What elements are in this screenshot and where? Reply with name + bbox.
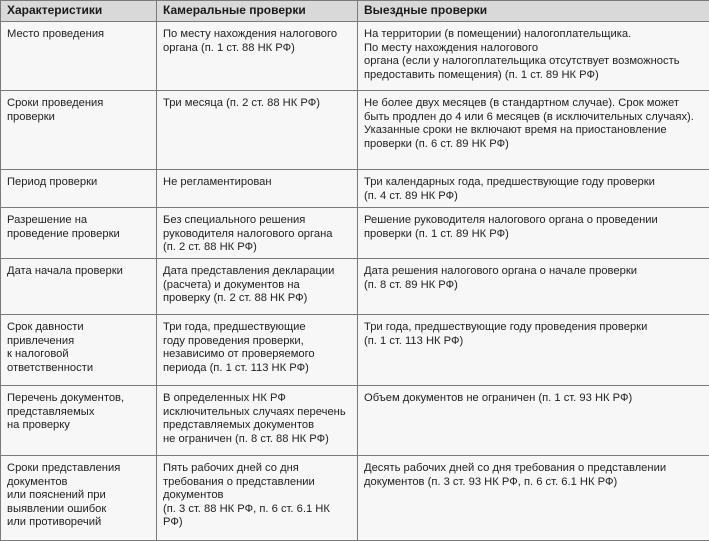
table-row [1,386,709,456]
characteristic-cell: Сроки представления документов или пояснений при выявлении ошибок или противоречий [1,456,157,541]
field-audit-cell: Три календарных года, предшествующие году проверки (п. 4 ст. 89 НК РФ) [358,170,709,208]
header-desk-audits: Камеральные проверки [157,1,358,22]
field-audit-cell: Решение руководителя налогового органа о проведении проверки (п. 1 ст. 89 НК РФ) [358,208,709,259]
header-field-audits: Выездные проверки [358,1,709,22]
table-row [1,208,709,259]
table-row [1,259,709,315]
characteristic-cell: Дата начала проверки [1,259,157,315]
characteristic-cell: Место проведения [1,22,157,91]
desk-audit-cell: Три года, предшествующие году проведения проверки, независимо от проверяемого периода (п. 1 ст. 113 НК РФ) [157,315,358,386]
characteristic-cell: Срок давности привлечения к налоговой ответственности [1,315,157,386]
characteristic-cell: Сроки проведения проверки [1,91,157,170]
table-row [1,456,709,541]
characteristic-cell: Период проверки [1,170,157,208]
field-audit-cell: Объем документов не ограничен (п. 1 ст. 93 НК РФ) [358,386,709,456]
table-row [1,22,709,91]
desk-audit-cell: По месту нахождения налогового органа (п. 1 ст. 88 НК РФ) [157,22,358,91]
characteristic-cell: Разрешение на проведение проверки [1,208,157,259]
field-audit-cell: На территории (в помещении) налогоплательщика. По месту нахождения налогового органа (если у налогоплательщика отсутствует возможность предоставить помещения) (п. 1 ст. 89 НК РФ) [358,22,709,91]
field-audit-cell: Дата решения налогового органа о начале проверки (п. 8 ст. 89 НК РФ) [358,259,709,315]
table-row [1,91,709,170]
desk-audit-cell: Дата представления декларации (расчета) и документов на проверку (п. 2 ст. 88 НК РФ) [157,259,358,315]
desk-audit-cell: Не регламентирован [157,170,358,208]
header-characteristics: Характеристики [1,1,157,22]
table-row [1,315,709,386]
desk-audit-cell: Без специального решения руководителя налогового органа (п. 2 ст. 88 НК РФ) [157,208,358,259]
field-audit-cell: Не более двух месяцев (в стандартном случае). Срок может быть продлен до 4 или 6 месяцев (в исключительных случаях). Указанные сроки не включают время на приостановление проверки (п. 6 ст. 89 НК РФ) [358,91,709,170]
header-row [1,1,709,22]
desk-audit-cell: В определенных НК РФ исключительных случаях перечень представляемых документов не ограничен (п. 8 ст. 88 НК РФ) [157,386,358,456]
field-audit-cell: Десять рабочих дней со дня требования о представлении документов (п. 3 ст. 93 НК РФ, п. 6 ст. 6.1 НК РФ) [358,456,709,541]
desk-audit-cell: Три месяца (п. 2 ст. 88 НК РФ) [157,91,358,170]
characteristic-cell: Перечень документов, представляемых на проверку [1,386,157,456]
desk-audit-cell: Пять рабочих дней со дня требования о представлении документов (п. 3 ст. 88 НК РФ, п. 6 ст. 6.1 НК РФ) [157,456,358,541]
table-row [1,170,709,208]
field-audit-cell: Три года, предшествующие году проведения проверки (п. 1 ст. 113 НК РФ) [358,315,709,386]
